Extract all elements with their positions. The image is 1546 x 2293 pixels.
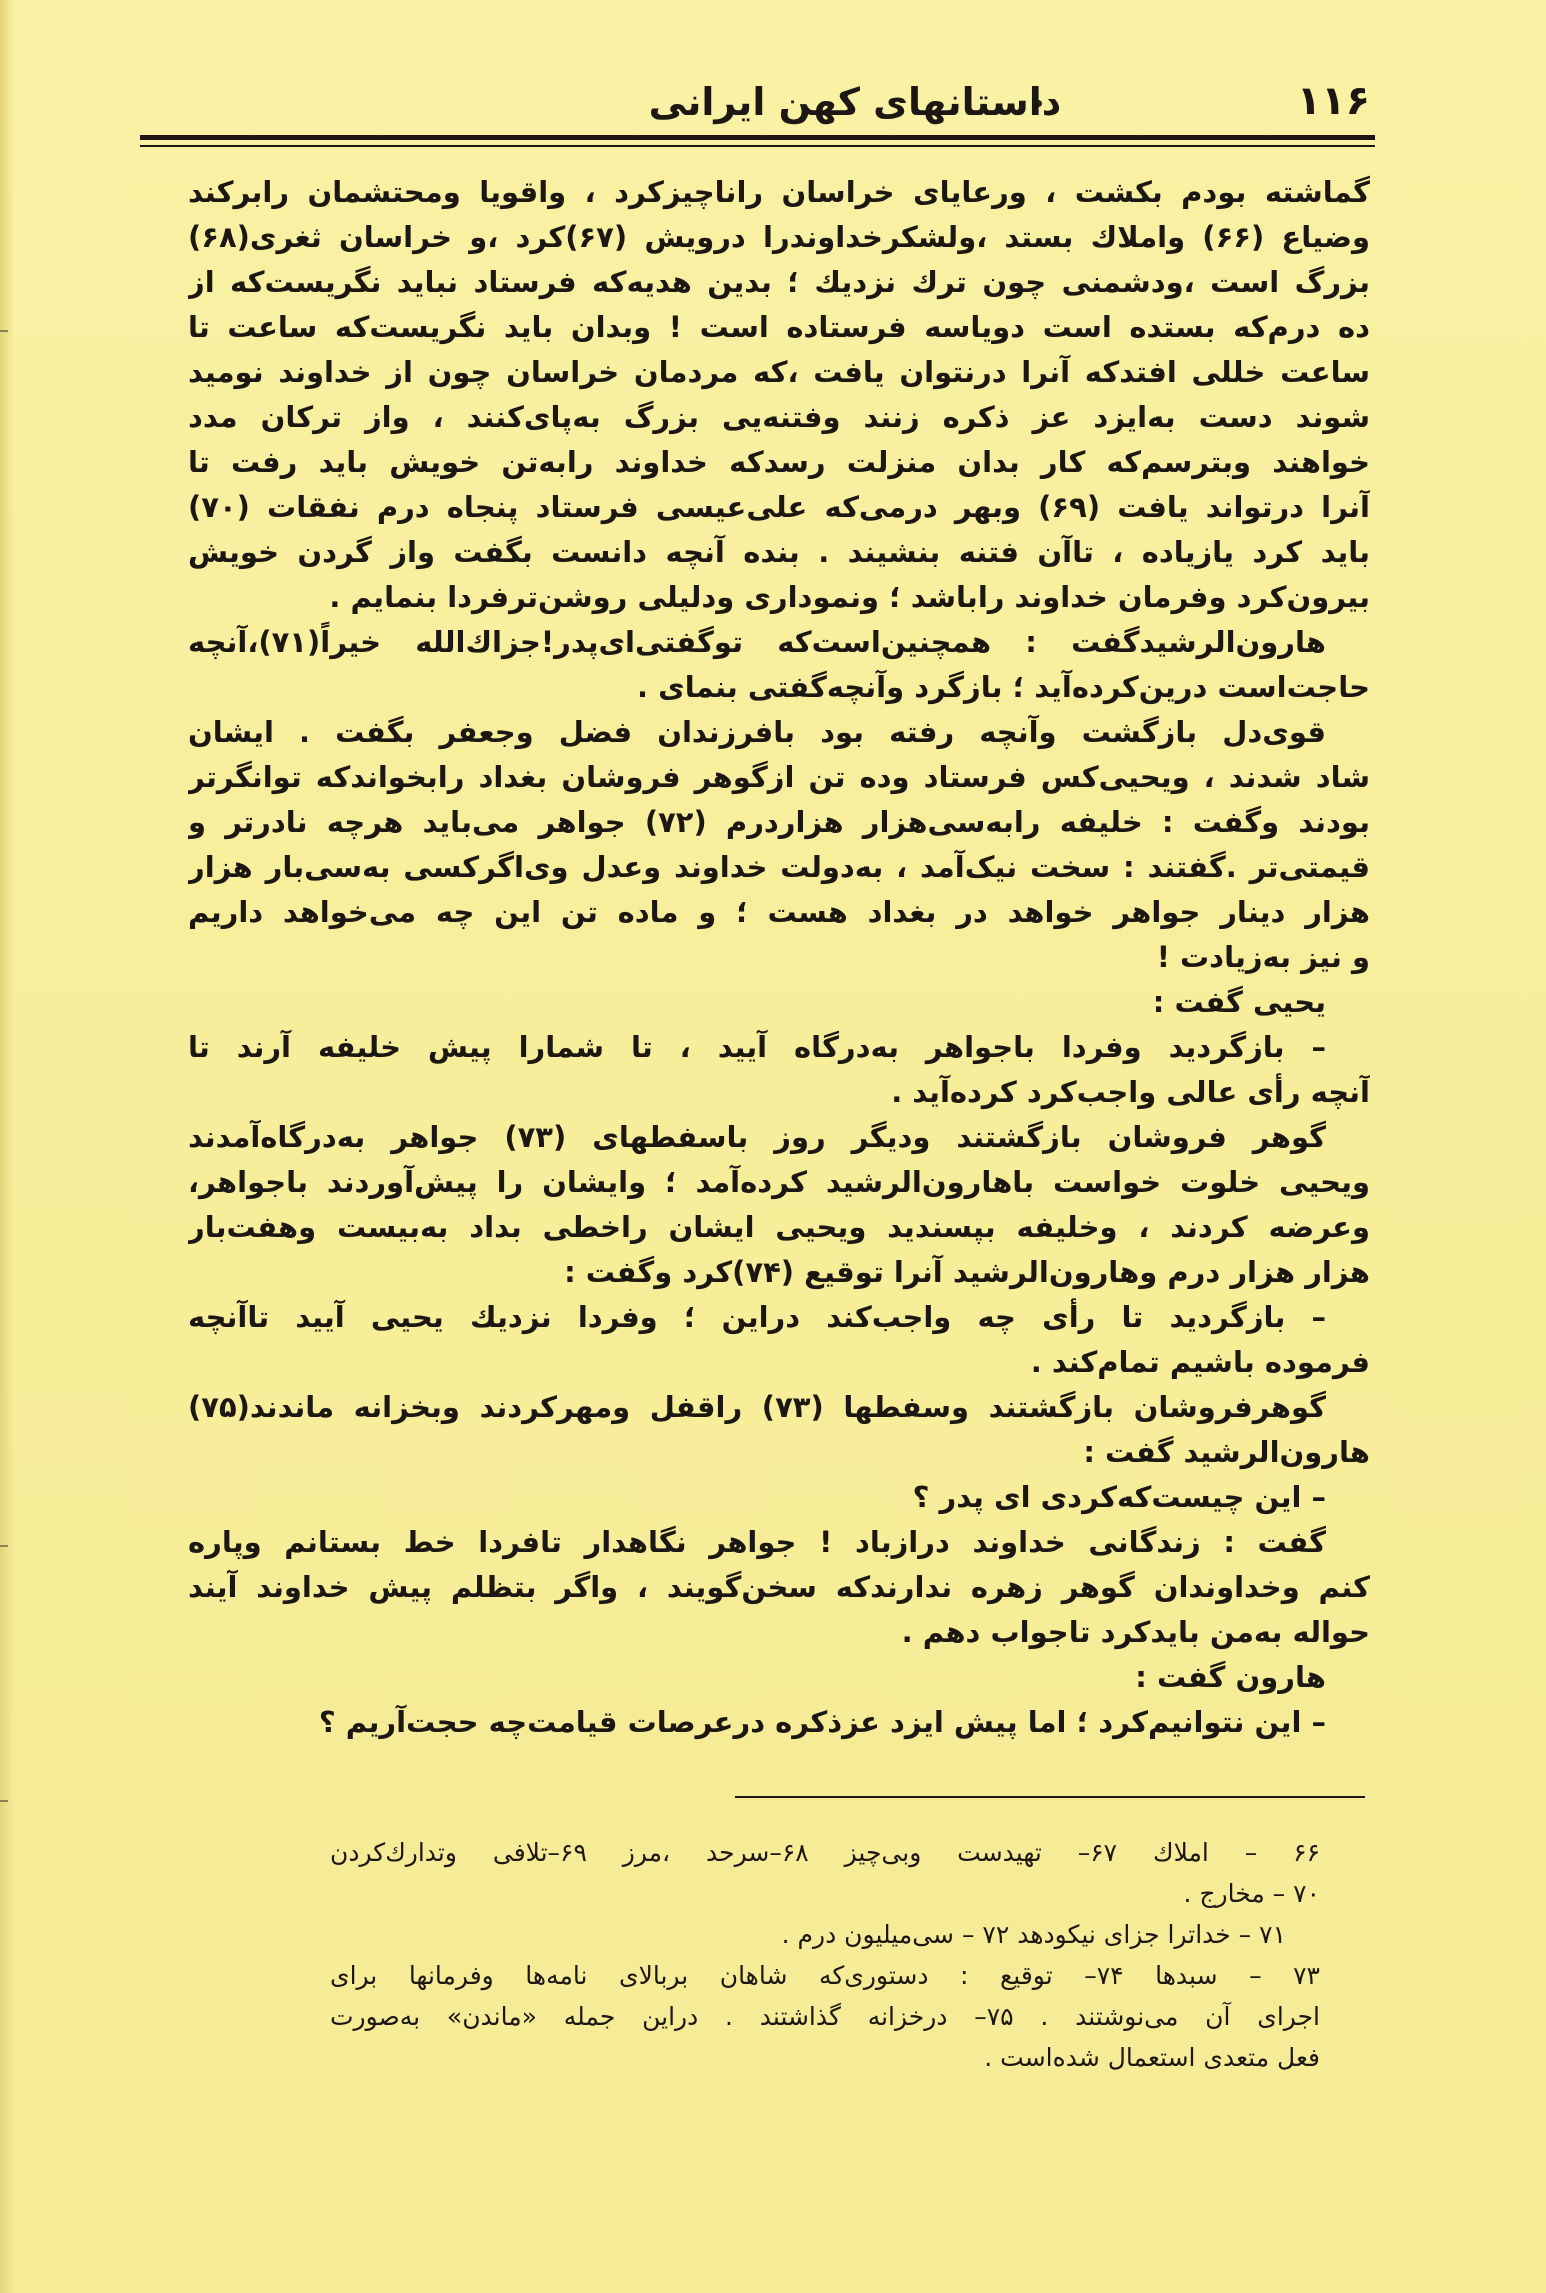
text-line: حواله به‌من بایدکرد تاجواب دهم . xyxy=(901,1615,1370,1649)
footnote-separator-rule xyxy=(735,1796,1365,1798)
footnote-line: فعل متعدی استعمال شده‌است . xyxy=(984,2043,1320,2072)
footnote-line: ۶۶ – املاك ۶۷– تهیدست وبی‌چیز ۶۸–سرحد ،مرز ۶۹–تلافی وتدارك‌كردن xyxy=(330,1838,1320,1867)
footnote-line: اجرای آن می‌نوشتند . ۷۵– درخزانه گذاشتند . دراین جمله «ماندن» به‌صورت xyxy=(330,2002,1320,2031)
text-line: و نیز به‌زیادت ! xyxy=(1156,940,1370,974)
text-line: باید کرد یازیاده ، تاآن فتنه بنشیند . بنده آنچه دانست بگفت واز گردن خویش xyxy=(188,535,1370,569)
text-line: شوند دست به‌ایزد عز ذکره زنند وفتنه‌یی بزرگ به‌پای‌کنند ، واز ترکان مدد xyxy=(188,400,1370,434)
text-line: بزرگ است ،ودشمنی چون ترك نزدیك ؛ بدین هدیه‌که فرستاد نباید نگریست‌که از xyxy=(188,265,1370,299)
footnote-line: ۷۳ – سبدها ۷۴– توقیع : دستوری‌که شاهان بربالای نامه‌ها وفرمانها برای xyxy=(330,1961,1320,1990)
text-line: بیرون‌کرد وفرمان خداوند راباشد ؛ ونموداری ودلیلی روشن‌ترفردا بنمایم . xyxy=(329,580,1370,614)
text-line: هارون گفت : xyxy=(1135,1660,1326,1694)
text-line: آنچه رأی عالی واجب‌کرد کرده‌آید . xyxy=(891,1075,1370,1109)
footnotes xyxy=(330,1832,1320,2078)
text-line: هزار هزار درم وهارون‌الرشید آنرا توقیع (۷۴)کرد وگفت : xyxy=(564,1255,1370,1289)
text-line: فرموده باشیم تمام‌کند . xyxy=(1030,1345,1370,1379)
text-line: گماشته بودم بکشت ، ورعایای خراسان راناچیزکرد ، واقویا ومحتشمان رابرکند xyxy=(188,175,1370,209)
footnote-line: ۷۱ – خداترا جزای نیکودهد ۷۲ – سی‌میلیون درم . xyxy=(781,1920,1286,1949)
page-number: ۱۱۶ xyxy=(1296,78,1370,124)
text-line: گفت : زندگانی خداوند درازباد ! جواهر نگاهدار تافردا خط بستانم وپاره xyxy=(188,1525,1326,1559)
text-line: – بازگردید وفردا باجواهر به‌درگاه آیید ، تا شمارا پیش خلیفه آرند تا xyxy=(188,1030,1326,1064)
header-rule-thin xyxy=(140,145,1375,147)
text-line: وعرضه کردند ، وخلیفه بپسندید ویحیی ایشان راخطی بداد به‌بیست وهفت‌بار xyxy=(188,1210,1370,1244)
text-line: آنرا درتواند یافت (۶۹) وبهر درمی‌که علی‌عیسی فرستاد پنجاه درم نفقات (۷۰) xyxy=(188,490,1370,524)
text-line: – این چیست‌که‌کردی ای پدر ؟ xyxy=(912,1480,1326,1514)
text-line: خواهند وبترسم‌که کار بدان منزلت رسدکه خداوند رابه‌تن خویش باید رفت تا xyxy=(188,445,1370,479)
binding-hole-mark xyxy=(0,330,8,332)
text-line: وضیاع (۶۶) واملاك بستد ،ولشکرخداوندرا درویش (۶۷)کرد ،و خراسان ثغری(۶۸) xyxy=(188,220,1370,254)
text-line: حاجت‌است درین‌کرده‌آید ؛ بازگرد وآنچه‌گفتی بنمای . xyxy=(637,670,1370,704)
page-header xyxy=(190,70,1370,140)
text-line: شاد شدند ، ویحیی‌کس فرستاد وده تن ازگوهر فروشان بغداد رابخواندکه توانگرتر xyxy=(188,760,1370,794)
binding-hole-mark xyxy=(0,1545,8,1547)
text-line: – این نتوانیم‌کرد ؛ اما پیش ایزد عزذکره درعرصات قیامت‌چه حجت‌آریم ؟ xyxy=(318,1705,1326,1739)
text-line: قیمتی‌تر .گفتند : سخت نیک‌آمد ، به‌دولت خداوند وعدل وی‌اگرکسی به‌سی‌بار هزار xyxy=(188,850,1370,884)
body-text xyxy=(188,170,1370,1745)
text-line: ساعت خللی افتدکه آنرا درنتوان یافت ،که مردمان خراسان چون از خداوند نومید xyxy=(188,355,1370,389)
binding-hole-mark xyxy=(0,1800,8,1802)
header-rule-thick xyxy=(140,135,1375,140)
text-line: گوهرفروشان بازگشتند وسفطها (۷۳) راقفل ومهرکردند وبخزانه ماندند(۷۵) xyxy=(188,1390,1326,1424)
text-line: بودند وگفت : خلیفه رابه‌سی‌هزار هزاردرم (۷۲) جواهر می‌باید هرچه نادرتر و xyxy=(188,805,1370,839)
running-title: داستانهای کهن ایرانی xyxy=(648,80,1062,124)
text-line: قوی‌دل بازگشت وآنچه رفته بود بافرزندان فضل وجعفر بگفت . ایشان xyxy=(188,715,1326,749)
text-line: هارون‌الرشیدگفت : همچنین‌است‌که توگفتی‌ای‌پدر!جزاك‌الله خیراً(۷۱)،آنچه xyxy=(188,625,1326,659)
text-line: ده درم‌که بستده است دویاسه فرستاده است ! وبدان باید نگریست‌که ساعت تا xyxy=(188,310,1370,344)
text-line: هارون‌الرشید گفت : xyxy=(1083,1435,1370,1469)
text-line: – بازگردید تا رأی چه واجب‌کند دراین ؛ وفردا نزدیك یحیی آیید تاآنچه xyxy=(188,1300,1326,1334)
footnote-line: ۷۰ – مخارج . xyxy=(1183,1879,1320,1908)
text-line: کنم وخداوندان گوهر زهره ندارندکه سخن‌گویند ، واگر بتظلم پیش خداوند آیند xyxy=(188,1570,1370,1604)
text-line: گوهر فروشان بازگشتند ودیگر روز باسفطهای (۷۳) جواهر به‌درگاه‌آمدند xyxy=(188,1120,1326,1154)
page-left-edge-shadow xyxy=(0,0,14,2293)
text-line: یحیی گفت : xyxy=(1152,985,1326,1019)
text-line: ویحیی خلوت خواست باهارون‌الرشید کرده‌آمد ؛ وایشان را پیش‌آوردند باجواهر، xyxy=(188,1165,1370,1199)
text-line: هزار دینار جواهر خواهد در بغداد هست ؛ و ماده تن این چه می‌خواهد داریم xyxy=(188,895,1370,929)
